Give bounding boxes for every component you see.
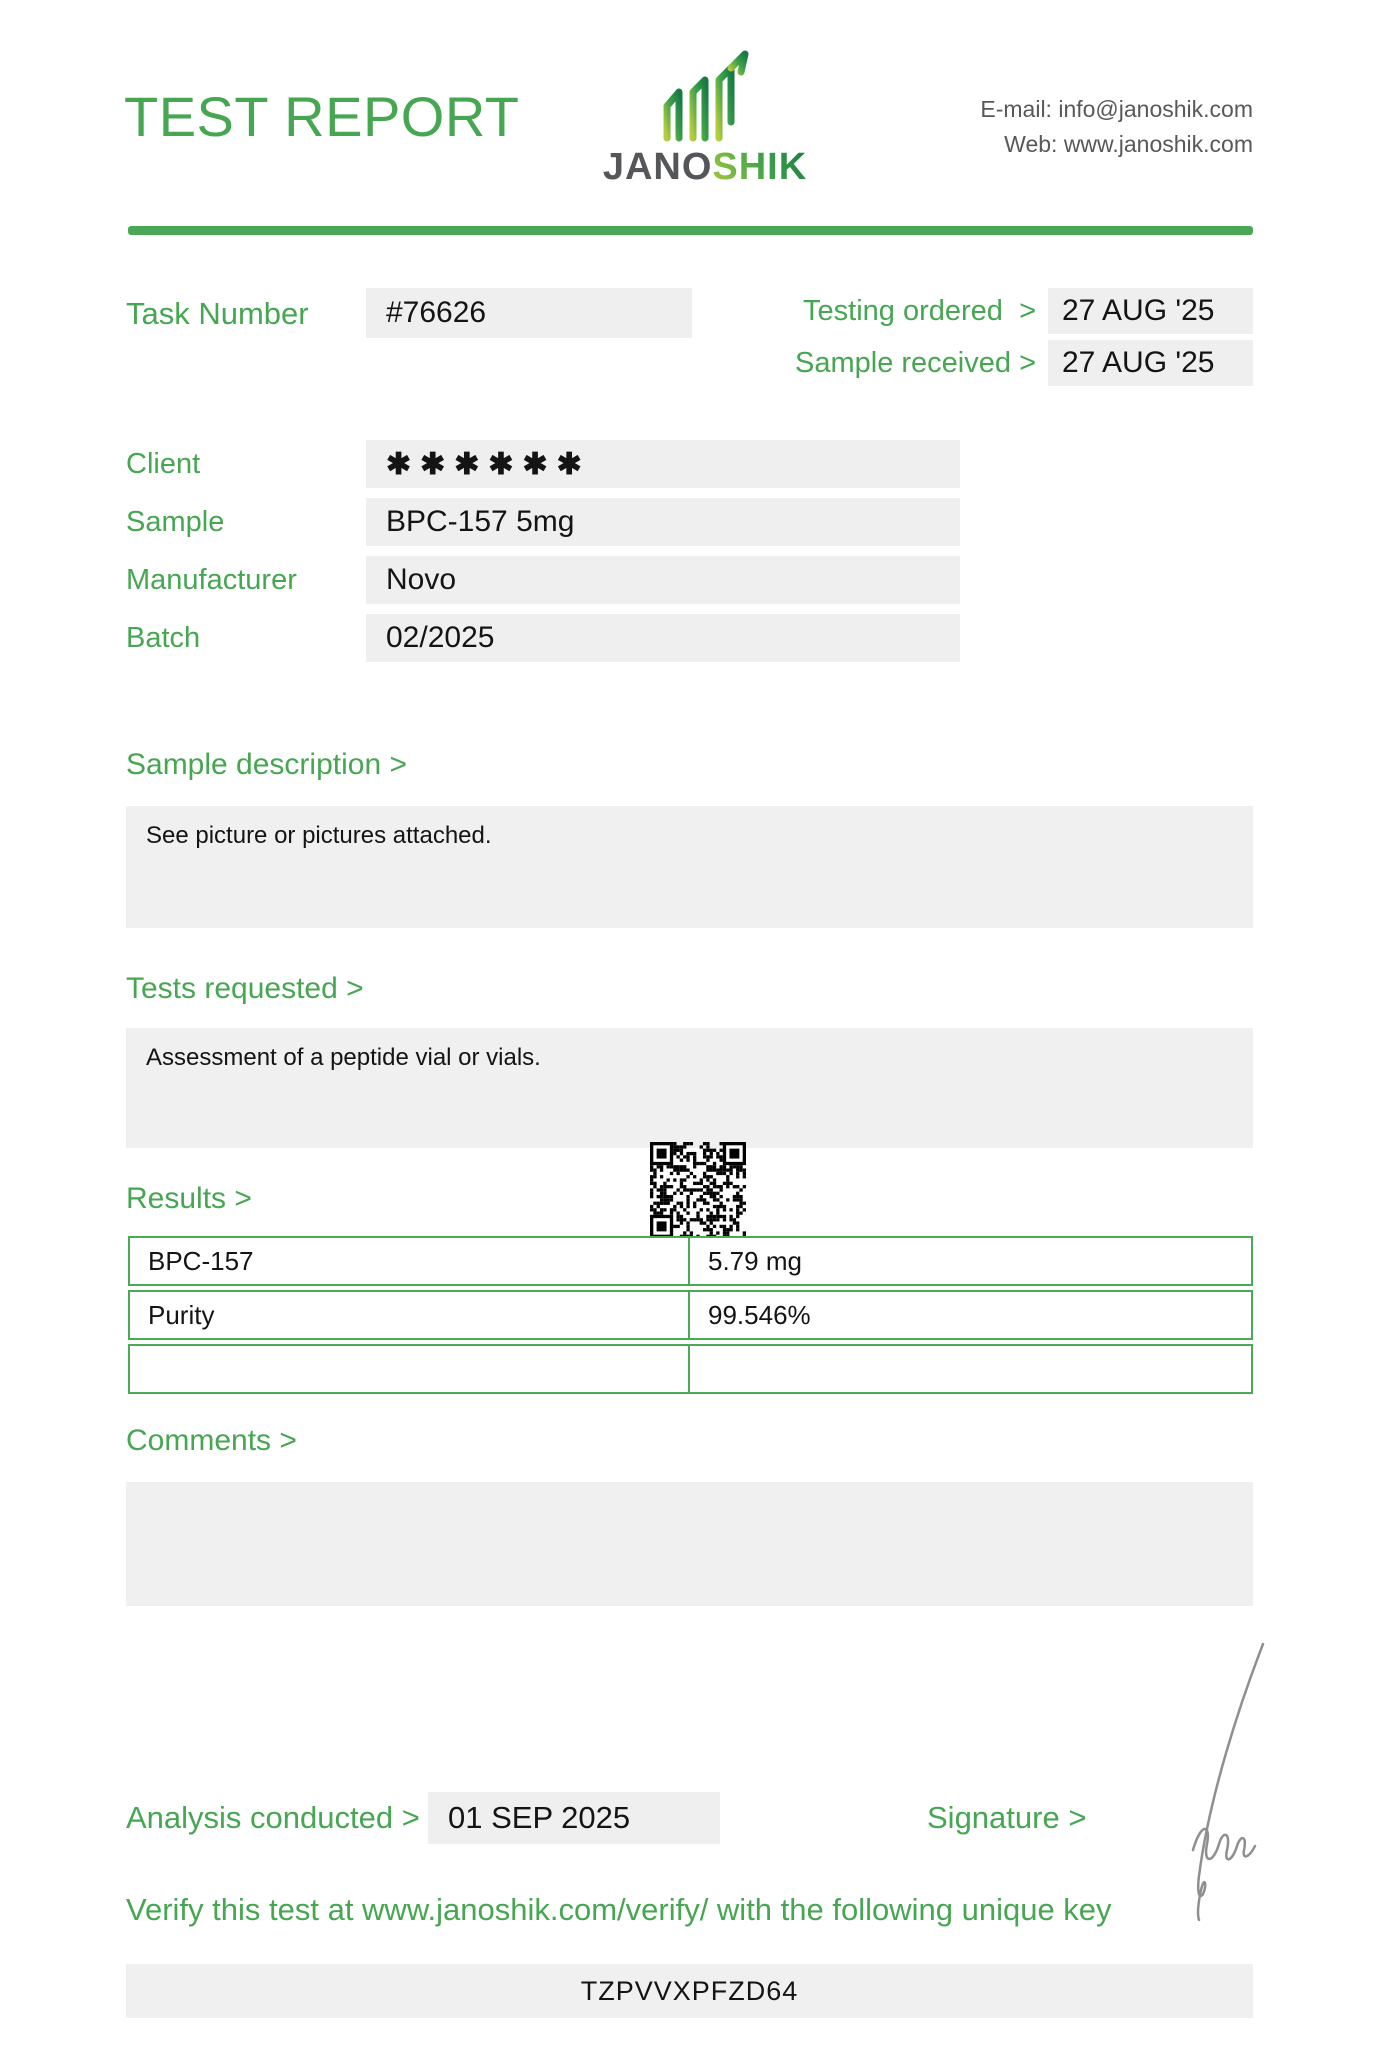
contact-block [980, 92, 1253, 162]
testing-ordered-value: 27 AUG '25 [1048, 288, 1253, 334]
client-label: Client [126, 448, 201, 480]
table-row [128, 1236, 1253, 1286]
sample-received-row [700, 340, 1253, 386]
chart-growth-icon [635, 48, 775, 144]
sample-description-heading: Sample description > [126, 748, 407, 781]
manufacturer-label: Manufacturer [126, 564, 297, 596]
result-value [690, 1344, 1253, 1394]
unique-key: TZPVVXPFZD64 [126, 1964, 1253, 2018]
result-name [128, 1344, 690, 1394]
manufacturer-value: Novo [366, 556, 960, 604]
signature-label: Signature > [927, 1800, 1087, 1835]
batch-label: Batch [126, 622, 201, 654]
sample-received-label: Sample received > [795, 346, 1036, 379]
comments-box [126, 1482, 1253, 1606]
testing-ordered-label: Testing ordered > [803, 294, 1036, 327]
chevron-right-icon: > [1019, 294, 1036, 327]
janoshik-logo [560, 48, 850, 189]
task-number-label: Task Number [126, 296, 309, 331]
table-row [128, 1344, 1253, 1394]
analysis-conducted-value: 01 SEP 2025 [428, 1792, 720, 1844]
sample-received-value: 27 AUG '25 [1048, 340, 1253, 386]
task-number-value: #76626 [366, 288, 692, 338]
header-divider [128, 226, 1253, 235]
comments-heading: Comments > [126, 1424, 297, 1457]
logo-jano: JANO [602, 146, 713, 188]
verify-text: Verify this test at www.janoshik.com/verify/ with the following unique key [126, 1892, 1112, 1927]
result-value: 5.79 mg [690, 1236, 1253, 1286]
chevron-right-icon: > [1019, 346, 1036, 379]
sample-description-box: See picture or pictures attached. [126, 806, 1253, 928]
results-heading: Results > [126, 1182, 252, 1215]
tests-requested-box: Assessment of a peptide vial or vials. [126, 1028, 1253, 1148]
analysis-conducted-label: Analysis conducted > [126, 1800, 420, 1835]
client-value: ✱✱✱✱✱✱ [366, 440, 960, 488]
sample-value: BPC-157 5mg [366, 498, 960, 546]
testing-ordered-row [700, 288, 1253, 334]
table-row [128, 1290, 1253, 1340]
result-name: BPC-157 [128, 1236, 690, 1286]
sample-label: Sample [126, 506, 225, 538]
page-title: TEST REPORT [124, 85, 520, 148]
contact-email: E-mail: info@janoshik.com [980, 96, 1253, 122]
qr-code [650, 1142, 746, 1238]
result-name: Purity [128, 1290, 690, 1340]
tests-requested-heading: Tests requested > [126, 972, 364, 1005]
logo-wordmark [560, 146, 850, 189]
results-table [128, 1236, 1253, 1398]
signature-image [1135, 1638, 1285, 1928]
logo-shik: SHIK [712, 146, 808, 188]
contact-web: Web: www.janoshik.com [1004, 131, 1253, 157]
result-value: 99.546% [690, 1290, 1253, 1340]
batch-value: 02/2025 [366, 614, 960, 662]
